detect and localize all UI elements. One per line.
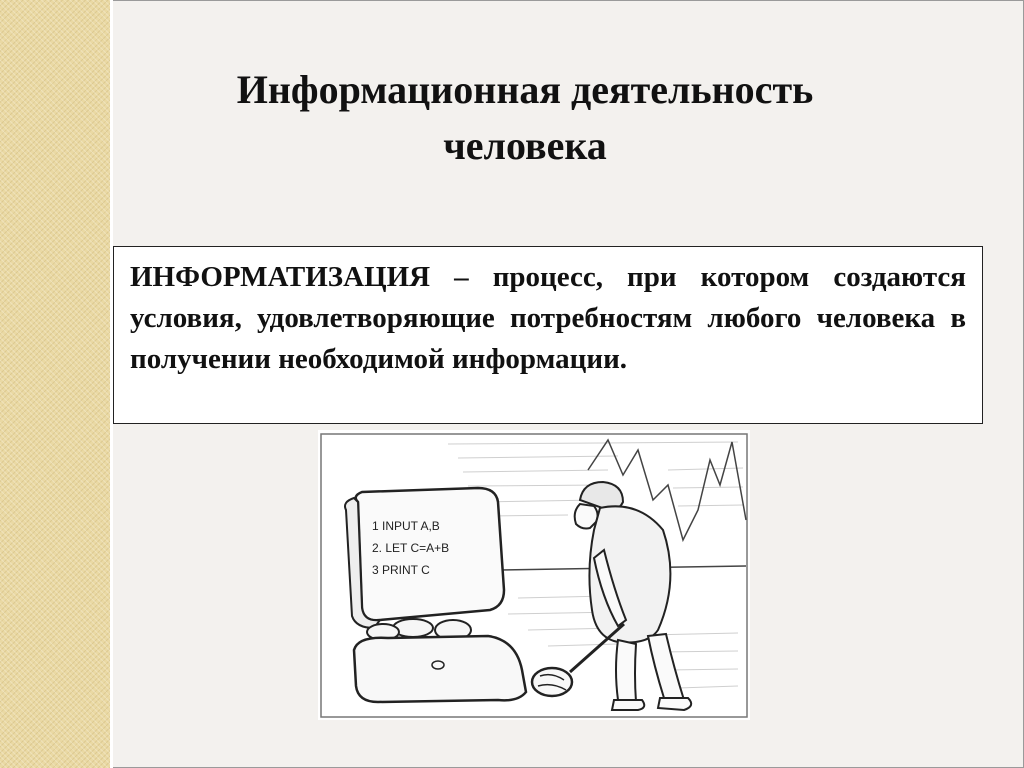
definition-body: – процесс, при котором создаются условия, удовлетворяющие потребностям любого человека в получении необходимой информации.: [130, 261, 966, 375]
title-line-2: человека: [443, 123, 607, 168]
caveman-illustration: [318, 430, 750, 720]
caveman-foot-right: [658, 698, 691, 710]
definition-box: [113, 246, 983, 424]
caveman-foot-left: [612, 700, 644, 710]
title-line-1: Информационная деятельность: [236, 67, 814, 112]
definition-text: [130, 257, 966, 380]
definition-term: ИНФОРМАТИЗАЦИЯ: [130, 261, 431, 293]
stone-mouse: [532, 668, 572, 696]
decorative-side-band: [0, 0, 110, 768]
slide-title: [140, 62, 910, 174]
caveman-face: [575, 504, 598, 529]
tablet-code-line-2: 2. LET C=A+B: [372, 541, 450, 555]
caveman-leg-left: [616, 640, 636, 702]
tablet-code-line-1: 1 INPUT A,B: [372, 519, 440, 533]
tablet-code-line-3: 3 PRINT C: [372, 563, 430, 577]
